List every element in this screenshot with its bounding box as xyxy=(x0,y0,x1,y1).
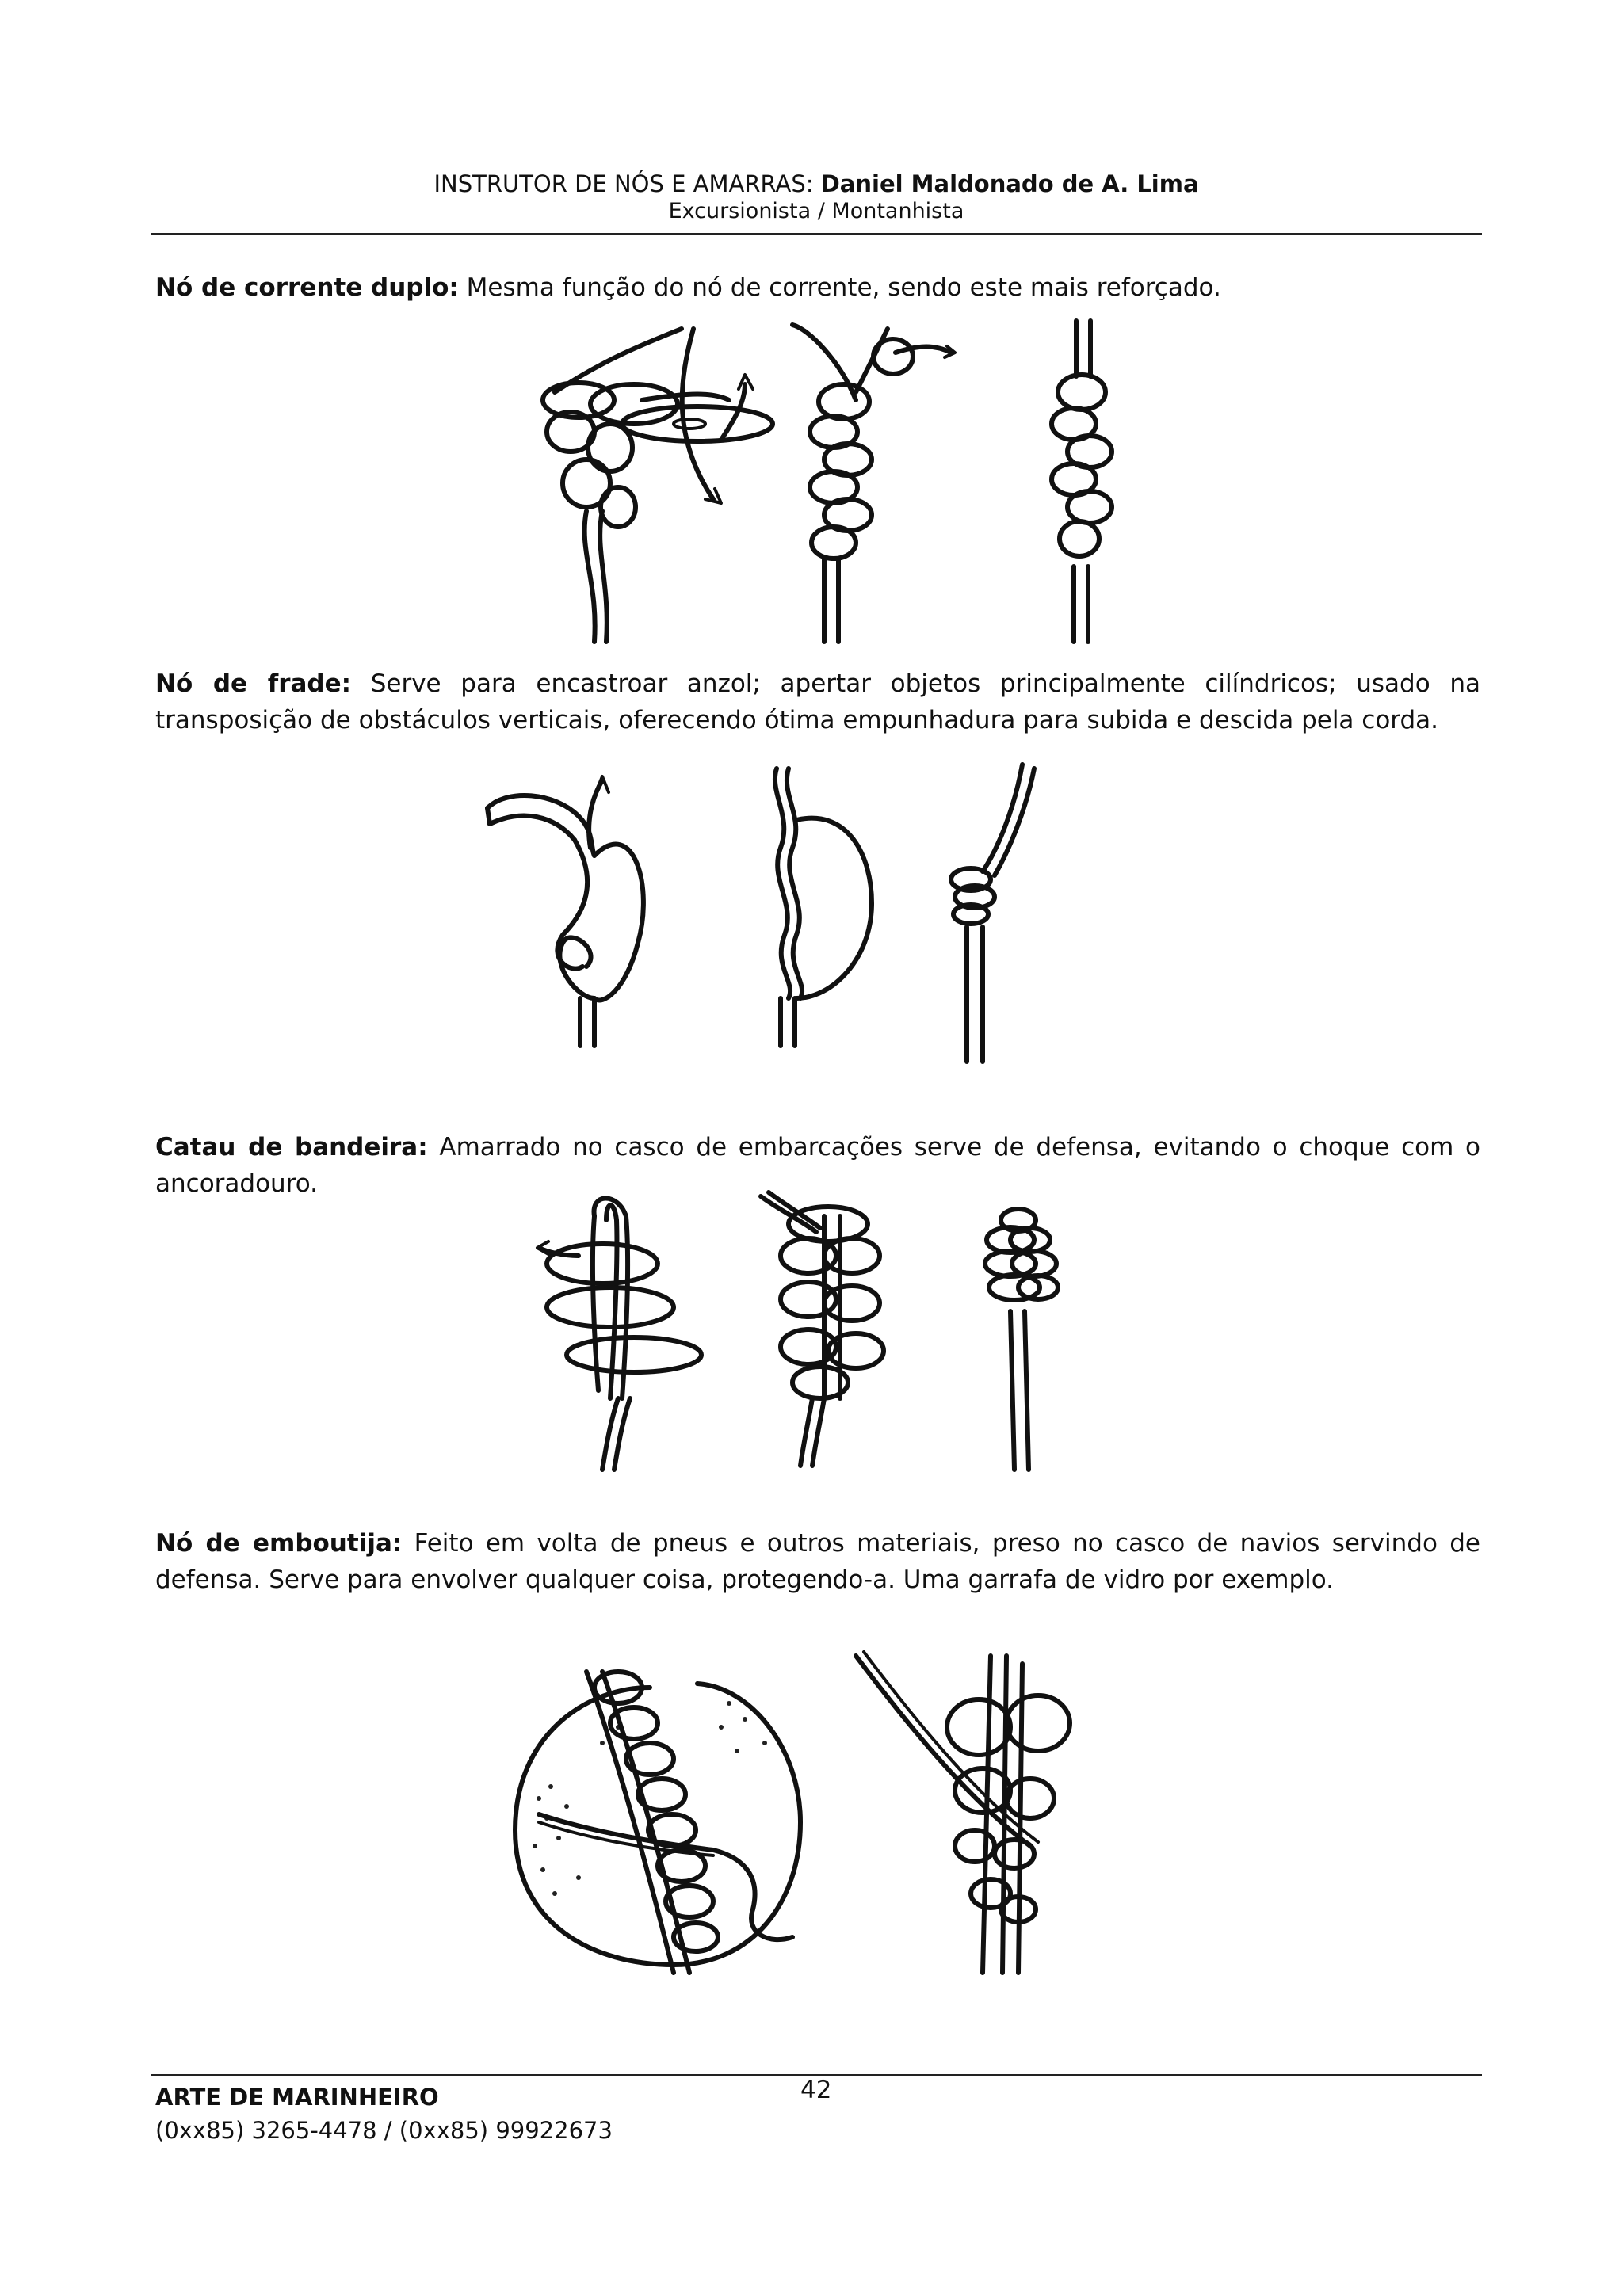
flag-sheepshank-illustration xyxy=(531,1184,1102,1478)
author-name: Daniel Maldonado de A. Lima xyxy=(820,170,1199,197)
section-text: Serve para encastroar anzol; apertar objetos principalmente cilíndricos; usado na transposição de obstáculos verticais, oferecendo ótima empunhadura para subida e descida pela corda. xyxy=(155,669,1480,734)
header-subtitle: Excursionista / Montanhista xyxy=(668,199,964,223)
header-divider xyxy=(151,233,1482,235)
section-text: Amarrado no casco de embarcações serve de defensa, evitando o choque com o ancoradouro. xyxy=(155,1133,1480,1198)
section-text: Feito em volta de pneus e outros materiais, preso no casco de navios servindo de defensa. Serve para envolver qualquer coisa, protegendo-a. Uma garrafa de vidro por exemplo. xyxy=(155,1529,1480,1594)
section-title: Nó de corrente duplo: xyxy=(155,273,459,302)
section-title: Nó de frade: xyxy=(155,669,352,698)
fender-covering-illustration xyxy=(491,1640,1125,2004)
page-header xyxy=(151,170,1482,225)
footer-phone: (0xx85) 3265-4478 / (0xx85) 99922673 xyxy=(155,2117,613,2144)
section-title: Nó de emboutija: xyxy=(155,1529,403,1558)
page-number: 42 xyxy=(800,2076,832,2104)
friar-knot-illustration xyxy=(475,761,1046,1077)
double-chain-knot-illustration xyxy=(507,313,1117,646)
section-text: Mesma função do nó de corrente, sendo este mais reforçado. xyxy=(458,273,1221,302)
section-no-de-corrente-duplo xyxy=(155,269,1480,306)
page-footer xyxy=(155,2081,613,2147)
header-title: INSTRUTOR DE NÓS E AMARRAS: Daniel Maldonado de A. Lima xyxy=(433,170,1199,197)
section-no-de-emboutija xyxy=(155,1525,1480,1598)
section-title: Catau de bandeira: xyxy=(155,1133,428,1161)
section-no-de-frade xyxy=(155,666,1480,738)
footer-title: ARTE DE MARINHEIRO xyxy=(155,2084,439,2111)
